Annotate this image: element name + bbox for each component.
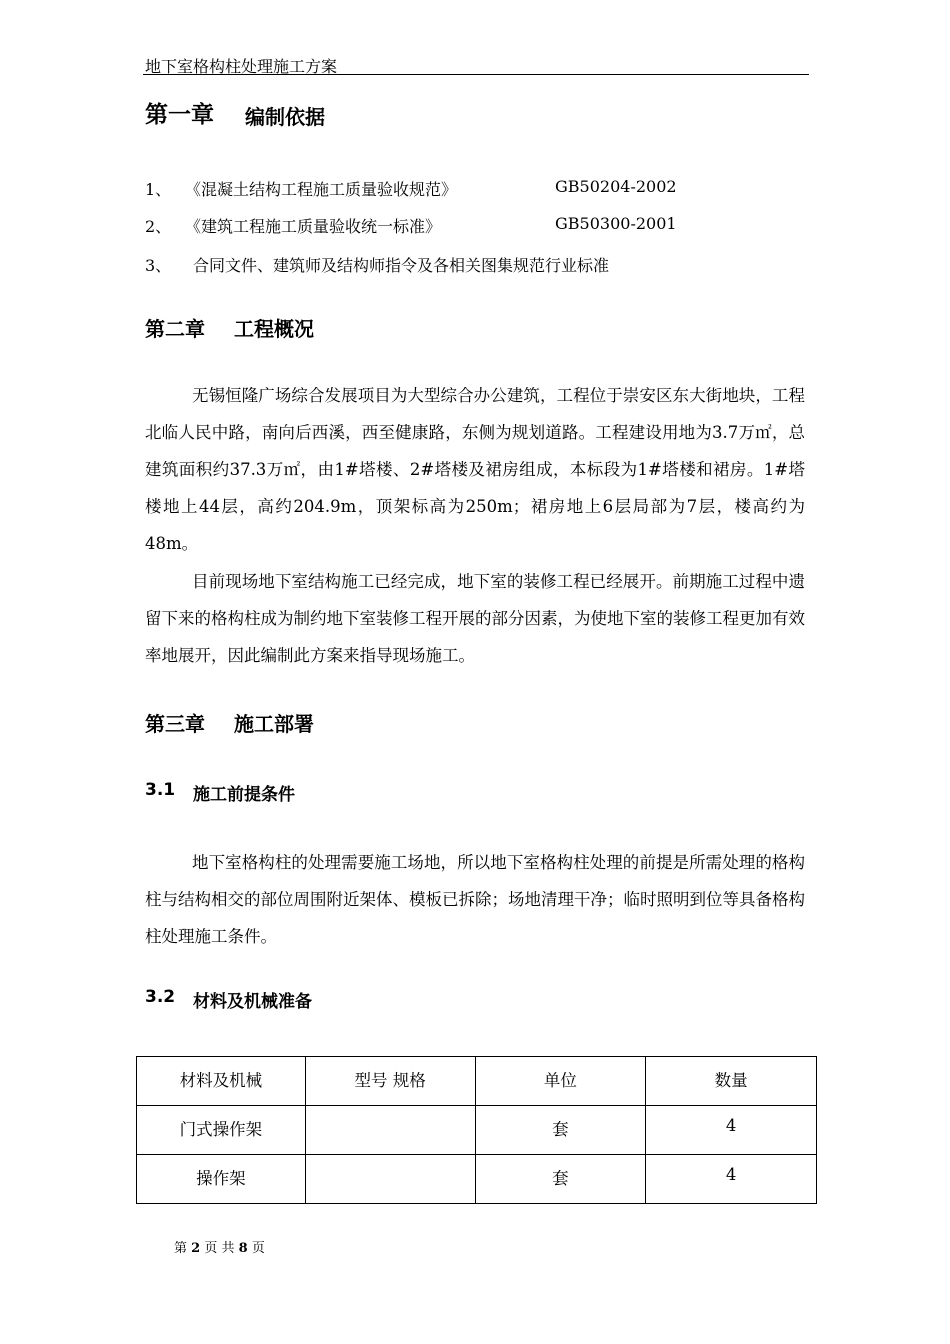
ref-1-number: 1、 — [145, 180, 172, 199]
ref-2-number: 2、 — [145, 217, 172, 236]
table-header-cell: 单位 — [475, 1057, 646, 1106]
section-3-1-paragraph: 地下室格构柱的处理需要施工场地，所以地下室格构柱处理的前提是所需处理的格构柱与结构相交的部位周围附近架体、模板已拆除；场地清理干净；临时照明到位等具备格构柱处理施工条件。 — [145, 853, 805, 946]
table-header-cell: 型号 规格 — [305, 1057, 475, 1106]
footer-suffix: 页 — [251, 1241, 265, 1256]
table-header-row — [137, 1057, 817, 1106]
table-cell: 4 — [646, 1106, 817, 1155]
chapter1-title: 编制依据 — [245, 105, 325, 129]
table-cell: 套 — [475, 1155, 646, 1204]
section-3-1-number: 3.1 — [145, 780, 176, 800]
chapter2-number: 第二章 — [145, 317, 205, 341]
page-footer — [174, 1237, 265, 1256]
footer-prefix: 第 — [174, 1241, 188, 1256]
table-row — [137, 1106, 817, 1155]
section-3-2-number: 3.2 — [145, 987, 176, 1007]
header-title: 地下室格构柱处理施工方案 — [145, 57, 338, 76]
footer-middle: 页 共 — [204, 1241, 235, 1256]
section-3-1-title: 施工前提条件 — [193, 785, 295, 805]
section-3-2-title: 材料及机械准备 — [193, 992, 312, 1012]
table-cell — [305, 1106, 475, 1155]
header-rule — [143, 74, 809, 75]
table-cell: 套 — [475, 1106, 646, 1155]
chapter3-number: 第三章 — [145, 712, 205, 736]
ref-1-code: GB50204-2002 — [555, 177, 677, 196]
materials-table — [136, 1056, 817, 1204]
table-cell: 门式操作架 — [137, 1106, 306, 1155]
footer-total-pages: 8 — [238, 1241, 248, 1256]
ref-3-name: 合同文件、建筑师及结构师指令及各相关图集规范行业标准 — [193, 256, 610, 275]
ref-2-code: GB50300-2001 — [555, 214, 677, 233]
table-header-cell: 数量 — [646, 1057, 817, 1106]
table-row — [137, 1155, 817, 1204]
table-cell: 4 — [646, 1155, 817, 1204]
chapter2-paragraph-1: 无锡恒隆广场综合发展项目为大型综合办公建筑，工程位于崇安区东大街地块，工程北临人民中路，南向后西溪，西至健康路，东侧为规划道路。工程建设用地为3.7万㎡，总建筑面积约37.3万㎡，由1#塔楼、2#塔楼及裙房组成，本标段为1#塔楼和裙房。1#塔楼地上44层，高约204.9m，顶架标高为250m；裙房地上6层局部为7层，楼高约为48m。 — [145, 386, 805, 553]
table-cell: 操作架 — [137, 1155, 306, 1204]
chapter1-number: 第一章 — [145, 102, 214, 128]
ref-3-number: 3、 — [145, 256, 172, 275]
chapter2-paragraph-2: 目前现场地下室结构施工已经完成，地下室的装修工程已经展开。前期施工过程中遗留下来的格构柱成为制约地下室装修工程开展的部分因素，为使地下室的装修工程更加有效率地展开，因此编制此方案来指导现场施工。 — [145, 572, 805, 665]
chapter2-title: 工程概况 — [234, 317, 314, 341]
footer-page-number: 2 — [191, 1241, 201, 1256]
chapter3-title: 施工部署 — [234, 712, 314, 736]
ref-2-name: 《建筑工程施工质量验收统一标准》 — [185, 217, 442, 236]
table-header-cell: 材料及机械 — [137, 1057, 306, 1106]
table-cell — [305, 1155, 475, 1204]
ref-1-name: 《混凝土结构工程施工质量验收规范》 — [185, 180, 458, 199]
